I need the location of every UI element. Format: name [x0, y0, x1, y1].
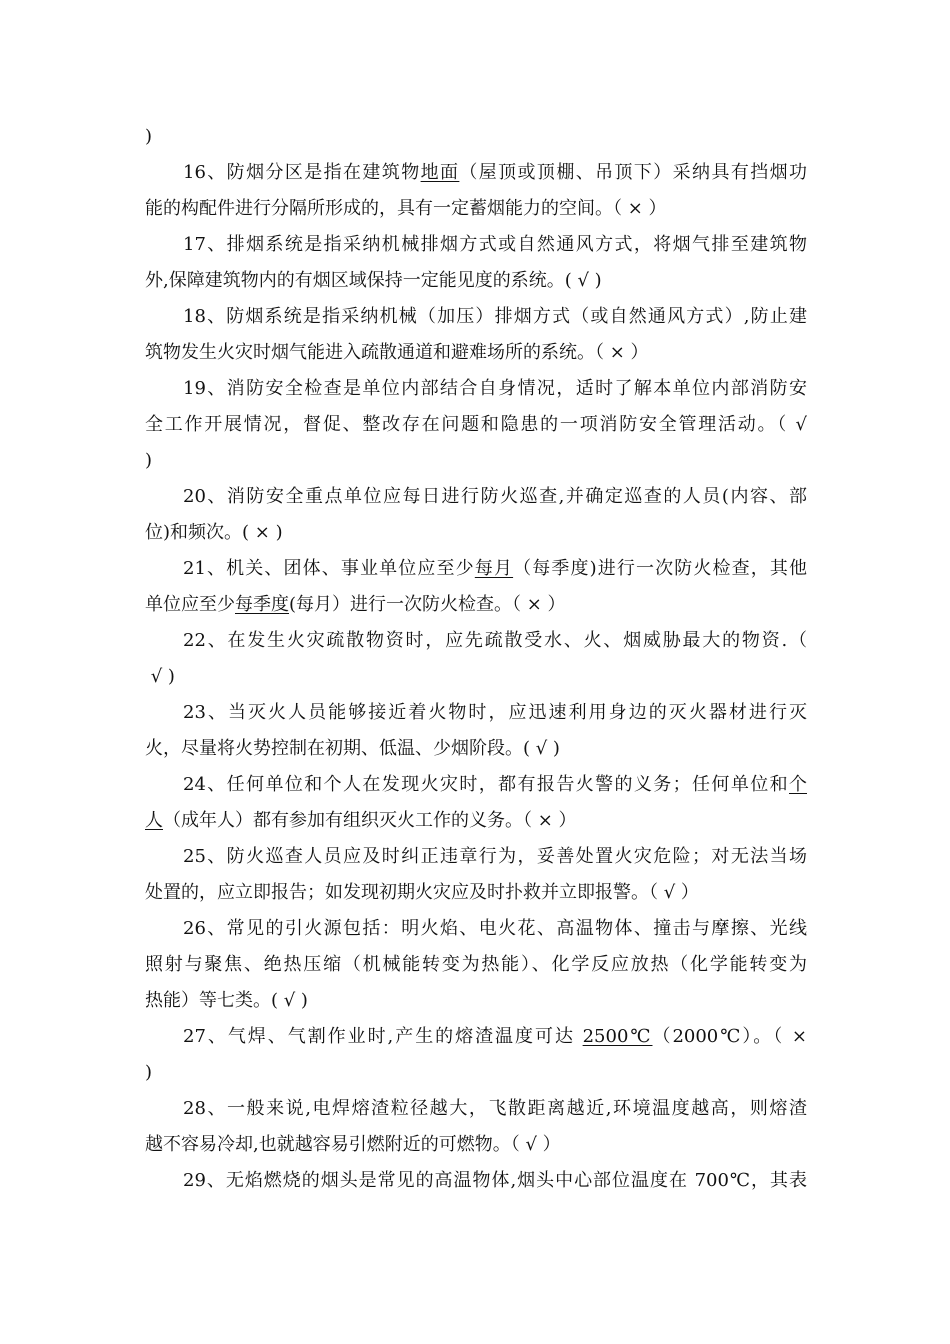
text-line: 热能）等七类。( √ ): [145, 990, 308, 1011]
text-line: √ ): [145, 666, 175, 687]
text-line: 位)和频次。( × ): [145, 522, 283, 543]
text-line: 19、消防安全检查是单位内部结合自身情况，适时了解本单位内部消防安: [183, 378, 807, 399]
text-line: 单位应至少每季度(每月）进行一次防火检查。（ × ）: [145, 594, 566, 615]
text-line: 17、排烟系统是指采纳机械排烟方式或自然通风方式，将烟气排至建筑物: [183, 234, 807, 255]
text-line: ): [145, 450, 153, 471]
text-line: 29、无焰燃烧的烟头是常见的高温物体,烟头中心部位温度在 700℃，其表: [183, 1170, 807, 1191]
text-line: 25、防火巡查人员应及时纠正违章行为，妥善处置火灾危险；对无法当场: [183, 846, 807, 867]
text-line: 22、在发生火灾疏散物资时，应先疏散受水、火、烟威胁最大的物资.（: [183, 630, 807, 651]
text-line: ): [145, 126, 153, 147]
text-line: 筑物发生火灾时烟气能进入疏散通道和避难场所的系统。（ × ）: [145, 342, 649, 363]
text-line: 全工作开展情况，督促、整改存在问题和隐患的一项消防安全管理活动。（ √: [145, 414, 807, 435]
text-line: 23、当灭火人员能够接近着火物时，应迅速利用身边的灭火器材进行灭: [183, 702, 807, 723]
text-line: 越不容易冷却,也就越容易引燃附近的可燃物。（ √ ）: [145, 1134, 561, 1155]
text-line: 外,保障建筑物内的有烟区域保持一定能见度的系统。( √ ): [145, 270, 602, 291]
text-line: 28、一般来说,电焊熔渣粒径越大，飞散距离越近,环境温度越高，则熔渣: [183, 1098, 807, 1119]
text-line: 照射与聚焦、绝热压缩（机械能转变为热能）、化学反应放热（化学能转变为: [145, 954, 807, 975]
text-line: 24、任何单位和个人在发现火灾时，都有报告火警的义务；任何单位和个: [183, 774, 807, 795]
text-line: 能的构配件进行分隔所形成的，具有一定蓄烟能力的空间。（ × ）: [145, 198, 667, 219]
text-line: 18、防烟系统是指采纳机械（加压）排烟方式（或自然通风方式）,防止建: [183, 306, 807, 327]
text-line: 27、气焊、气割作业时,产生的熔渣温度可达 2500℃（2000℃）。（ ×: [183, 1026, 807, 1047]
text-line: 人（成年人）都有参加有组织灭火工作的义务。（ × ）: [145, 810, 577, 831]
text-line: 16、防烟分区是指在建筑物地面（屋顶或顶棚、吊顶下）采纳具有挡烟功: [183, 162, 807, 183]
text-line: 21、机关、团体、事业单位应至少每月（每季度)进行一次防火检查，其他: [183, 558, 807, 579]
text-line: ): [145, 1062, 153, 1083]
text-line: 26、常见的引火源包括：明火焰、电火花、高温物体、撞击与摩擦、光线: [183, 918, 807, 939]
text-line: 火，尽量将火势控制在初期、低温、少烟阶段。( √ ): [145, 738, 560, 759]
text-line: 20、消防安全重点单位应每日进行防火巡查,并确定巡查的人员(内容、部: [183, 486, 807, 507]
text-line: 处置的，应立即报告；如发现初期火灾应及时扑救并立即报警。（ √ ）: [145, 882, 699, 903]
